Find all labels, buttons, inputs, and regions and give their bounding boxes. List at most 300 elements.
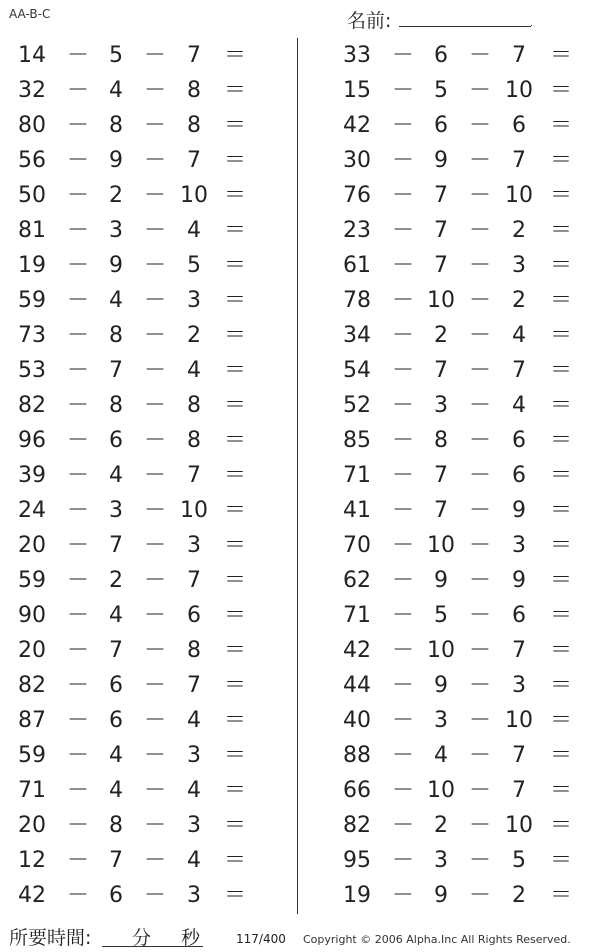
minus-sign: － — [143, 883, 166, 908]
minus-sign: － — [391, 743, 414, 768]
minus-sign: － — [468, 778, 491, 803]
subtrahend-2: 6 — [512, 113, 526, 138]
subtrahend-2: 2 — [512, 288, 526, 313]
minuend: 40 — [343, 708, 371, 733]
subtrahend-1: 2 — [109, 568, 123, 593]
minus-sign: － — [66, 778, 89, 803]
minus-sign: － — [66, 113, 89, 138]
subtrahend-2: 9 — [512, 568, 526, 593]
minus-sign: － — [391, 533, 414, 558]
minus-sign: － — [66, 813, 89, 838]
minuend: 54 — [343, 358, 371, 383]
subtrahend-2: 4 — [187, 778, 201, 803]
minuend: 61 — [343, 253, 371, 278]
page-number: 117/400 — [236, 932, 286, 946]
subtrahend-2: 2 — [512, 218, 526, 243]
right-problem-row — [0, 741, 600, 771]
minus-sign: － — [143, 498, 166, 523]
minus-sign: － — [143, 568, 166, 593]
equals-sign: ＝ — [549, 358, 572, 383]
subtrahend-1: 9 — [434, 148, 448, 173]
minuend: 87 — [18, 708, 46, 733]
equals-sign: ＝ — [223, 288, 246, 313]
equals-sign: ＝ — [223, 78, 246, 103]
subtrahend-1: 3 — [434, 848, 448, 873]
right-problem-row — [0, 286, 600, 316]
minus-sign: － — [468, 813, 491, 838]
minus-sign: － — [66, 323, 89, 348]
subtrahend-2: 7 — [512, 778, 526, 803]
minus-sign: － — [66, 288, 89, 313]
equals-sign: ＝ — [223, 148, 246, 173]
minus-sign: － — [66, 428, 89, 453]
minuend: 90 — [18, 603, 46, 628]
minus-sign: － — [468, 253, 491, 278]
minus-sign: － — [391, 498, 414, 523]
subtrahend-2: 9 — [512, 498, 526, 523]
subtrahend-1: 8 — [109, 393, 123, 418]
equals-sign: ＝ — [223, 323, 246, 348]
minus-sign: － — [66, 78, 89, 103]
minuend: 96 — [18, 428, 46, 453]
equals-sign: ＝ — [549, 393, 572, 418]
minuend: 39 — [18, 463, 46, 488]
minus-sign: － — [391, 603, 414, 628]
subtrahend-2: 3 — [512, 673, 526, 698]
equals-sign: ＝ — [549, 253, 572, 278]
right-problem-row — [0, 216, 600, 246]
subtrahend-2: 10 — [505, 813, 533, 838]
subtrahend-2: 10 — [505, 183, 533, 208]
subtrahend-2: 10 — [180, 498, 208, 523]
equals-sign: ＝ — [549, 778, 572, 803]
equals-sign: ＝ — [223, 463, 246, 488]
subtrahend-2: 7 — [187, 568, 201, 593]
minus-sign: － — [391, 253, 414, 278]
subtrahend-2: 8 — [187, 113, 201, 138]
minuend: 82 — [18, 393, 46, 418]
minus-sign: － — [391, 288, 414, 313]
minus-sign: － — [66, 638, 89, 663]
minuend: 50 — [18, 183, 46, 208]
right-problem-row — [0, 811, 600, 841]
minuend: 42 — [343, 638, 371, 663]
equals-sign: ＝ — [549, 533, 572, 558]
right-problem-row — [0, 496, 600, 526]
subtrahend-2: 4 — [187, 358, 201, 383]
minus-sign: － — [66, 218, 89, 243]
minus-sign: － — [468, 638, 491, 663]
minuend: 82 — [343, 813, 371, 838]
subtrahend-1: 2 — [109, 183, 123, 208]
equals-sign: ＝ — [223, 638, 246, 663]
subtrahend-1: 4 — [109, 743, 123, 768]
minuend: 23 — [343, 218, 371, 243]
equals-sign: ＝ — [549, 218, 572, 243]
minus-sign: － — [143, 113, 166, 138]
equals-sign: ＝ — [549, 568, 572, 593]
equals-sign: ＝ — [223, 358, 246, 383]
subtrahend-1: 7 — [434, 183, 448, 208]
subtrahend-1: 4 — [109, 288, 123, 313]
minutes-label: 分 — [132, 927, 152, 949]
subtrahend-1: 10 — [427, 778, 455, 803]
minus-sign: － — [391, 778, 414, 803]
minuend: 56 — [18, 148, 46, 173]
subtrahend-2: 3 — [512, 253, 526, 278]
right-problem-row — [0, 776, 600, 806]
equals-sign: ＝ — [223, 743, 246, 768]
minus-sign: － — [391, 883, 414, 908]
minuend: 82 — [18, 673, 46, 698]
subtrahend-2: 10 — [180, 183, 208, 208]
right-problem-row — [0, 41, 600, 71]
minus-sign: － — [143, 218, 166, 243]
subtrahend-1: 7 — [434, 463, 448, 488]
subtrahend-1: 4 — [434, 743, 448, 768]
equals-sign: ＝ — [223, 253, 246, 278]
subtrahend-1: 9 — [434, 883, 448, 908]
minus-sign: － — [391, 813, 414, 838]
subtrahend-2: 5 — [512, 848, 526, 873]
subtrahend-1: 7 — [109, 848, 123, 873]
subtrahend-2: 7 — [512, 638, 526, 663]
equals-sign: ＝ — [549, 463, 572, 488]
subtrahend-1: 2 — [434, 813, 448, 838]
subtrahend-1: 7 — [109, 358, 123, 383]
right-problem-row — [0, 146, 600, 176]
right-problem-row — [0, 76, 600, 106]
subtrahend-1: 3 — [434, 708, 448, 733]
subtrahend-2: 8 — [187, 428, 201, 453]
minus-sign: － — [143, 43, 166, 68]
minuend: 71 — [343, 463, 371, 488]
minus-sign: － — [66, 533, 89, 558]
equals-sign: ＝ — [549, 113, 572, 138]
right-problem-row — [0, 461, 600, 491]
minuend: 80 — [18, 113, 46, 138]
subtrahend-2: 3 — [512, 533, 526, 558]
minuend: 66 — [343, 778, 371, 803]
subtrahend-2: 8 — [187, 393, 201, 418]
subtrahend-2: 3 — [187, 533, 201, 558]
subtrahend-2: 6 — [512, 428, 526, 453]
minus-sign: － — [66, 148, 89, 173]
minus-sign: － — [468, 358, 491, 383]
minus-sign: － — [468, 148, 491, 173]
subtrahend-1: 6 — [434, 113, 448, 138]
equals-sign: ＝ — [223, 568, 246, 593]
minus-sign: － — [66, 183, 89, 208]
minuend: 44 — [343, 673, 371, 698]
subtrahend-1: 8 — [109, 323, 123, 348]
subtrahend-2: 4 — [187, 218, 201, 243]
minus-sign: － — [468, 533, 491, 558]
minus-sign: － — [66, 708, 89, 733]
minus-sign: － — [143, 743, 166, 768]
name-line-dot: . — [530, 19, 533, 29]
minuend: 19 — [343, 883, 371, 908]
minus-sign: － — [66, 568, 89, 593]
minus-sign: － — [66, 743, 89, 768]
minuend: 33 — [343, 43, 371, 68]
minus-sign: － — [391, 43, 414, 68]
minuend: 24 — [18, 498, 46, 523]
subtrahend-2: 7 — [512, 43, 526, 68]
equals-sign: ＝ — [549, 288, 572, 313]
right-problem-row — [0, 181, 600, 211]
minuend: 70 — [343, 533, 371, 558]
minus-sign: － — [468, 743, 491, 768]
minus-sign: － — [66, 673, 89, 698]
subtrahend-2: 3 — [187, 743, 201, 768]
right-problem-row — [0, 426, 600, 456]
equals-sign: ＝ — [549, 498, 572, 523]
subtrahend-1: 9 — [109, 148, 123, 173]
subtrahend-1: 4 — [109, 603, 123, 628]
subtrahend-1: 8 — [109, 113, 123, 138]
minus-sign: － — [468, 463, 491, 488]
subtrahend-1: 3 — [109, 498, 123, 523]
subtrahend-1: 8 — [109, 813, 123, 838]
subtrahend-1: 3 — [109, 218, 123, 243]
subtrahend-1: 6 — [109, 673, 123, 698]
minus-sign: － — [468, 393, 491, 418]
minus-sign: － — [468, 323, 491, 348]
subtrahend-1: 7 — [434, 218, 448, 243]
equals-sign: ＝ — [549, 708, 572, 733]
minus-sign: － — [66, 463, 89, 488]
equals-sign: ＝ — [223, 498, 246, 523]
subtrahend-1: 9 — [434, 673, 448, 698]
subtrahend-1: 7 — [109, 638, 123, 663]
minus-sign: － — [468, 883, 491, 908]
right-problem-row — [0, 671, 600, 701]
right-problem-row — [0, 601, 600, 631]
minus-sign: － — [391, 848, 414, 873]
right-problem-row — [0, 531, 600, 561]
subtrahend-2: 7 — [187, 43, 201, 68]
subtrahend-2: 6 — [187, 603, 201, 628]
footer — [0, 920, 600, 952]
subtrahend-1: 7 — [109, 533, 123, 558]
equals-sign: ＝ — [223, 603, 246, 628]
name-field[interactable] — [399, 26, 531, 27]
minus-sign: － — [66, 358, 89, 383]
copyright: Copyright © 2006 Alpha.Inc All Rights Reserved. — [303, 933, 571, 946]
minuend: 42 — [18, 883, 46, 908]
minus-sign: － — [391, 358, 414, 383]
right-problem-row — [0, 566, 600, 596]
minus-sign: － — [143, 148, 166, 173]
minus-sign: － — [468, 113, 491, 138]
minus-sign: － — [391, 568, 414, 593]
equals-sign: ＝ — [549, 883, 572, 908]
right-problem-row — [0, 111, 600, 141]
subtrahend-2: 7 — [512, 148, 526, 173]
minus-sign: － — [468, 848, 491, 873]
equals-sign: ＝ — [549, 78, 572, 103]
minus-sign: － — [468, 288, 491, 313]
equals-sign: ＝ — [549, 148, 572, 173]
subtrahend-2: 6 — [512, 463, 526, 488]
equals-sign: ＝ — [549, 673, 572, 698]
minus-sign: － — [66, 393, 89, 418]
minus-sign: － — [391, 428, 414, 453]
minus-sign: － — [143, 78, 166, 103]
equals-sign: ＝ — [223, 43, 246, 68]
subtrahend-1: 9 — [109, 253, 123, 278]
minuend: 20 — [18, 813, 46, 838]
minus-sign: － — [143, 288, 166, 313]
minus-sign: － — [391, 218, 414, 243]
subtrahend-1: 3 — [434, 393, 448, 418]
minus-sign: － — [143, 183, 166, 208]
equals-sign: ＝ — [223, 218, 246, 243]
subtrahend-1: 4 — [109, 778, 123, 803]
minus-sign: － — [391, 708, 414, 733]
minuend: 14 — [18, 43, 46, 68]
subtrahend-2: 4 — [187, 708, 201, 733]
minuend: 15 — [343, 78, 371, 103]
right-problem-row — [0, 356, 600, 386]
equals-sign: ＝ — [223, 778, 246, 803]
minuend: 76 — [343, 183, 371, 208]
time-label: 所要時間: — [9, 927, 92, 949]
subtrahend-1: 6 — [109, 428, 123, 453]
subtrahend-2: 2 — [187, 323, 201, 348]
subtrahend-2: 4 — [187, 848, 201, 873]
subtrahend-1: 4 — [109, 78, 123, 103]
equals-sign: ＝ — [223, 673, 246, 698]
equals-sign: ＝ — [549, 813, 572, 838]
minus-sign: － — [391, 148, 414, 173]
minus-sign: － — [391, 393, 414, 418]
minuend: 95 — [343, 848, 371, 873]
equals-sign: ＝ — [549, 183, 572, 208]
minus-sign: － — [66, 883, 89, 908]
subtrahend-2: 3 — [187, 288, 201, 313]
minus-sign: － — [66, 43, 89, 68]
minuend: 85 — [343, 428, 371, 453]
minuend: 52 — [343, 393, 371, 418]
subtrahend-2: 7 — [512, 358, 526, 383]
equals-sign: ＝ — [223, 708, 246, 733]
minuend: 73 — [18, 323, 46, 348]
subtrahend-2: 10 — [505, 708, 533, 733]
minus-sign: － — [143, 533, 166, 558]
subtrahend-2: 10 — [505, 78, 533, 103]
subtrahend-1: 5 — [109, 43, 123, 68]
right-problem-row — [0, 391, 600, 421]
equals-sign: ＝ — [223, 883, 246, 908]
equals-sign: ＝ — [549, 323, 572, 348]
minus-sign: － — [143, 603, 166, 628]
minus-sign: － — [143, 428, 166, 453]
seconds-label: 秒 — [181, 927, 201, 949]
equals-sign: ＝ — [223, 113, 246, 138]
minuend: 71 — [18, 778, 46, 803]
subtrahend-1: 7 — [434, 358, 448, 383]
minus-sign: － — [66, 603, 89, 628]
minus-sign: － — [391, 673, 414, 698]
minuend: 62 — [343, 568, 371, 593]
minus-sign: － — [143, 463, 166, 488]
worksheet-code: AA-B-C — [9, 7, 51, 21]
minuend: 20 — [18, 533, 46, 558]
minus-sign: － — [143, 393, 166, 418]
minuend: 32 — [18, 78, 46, 103]
minuend: 41 — [343, 498, 371, 523]
minus-sign: － — [468, 428, 491, 453]
minus-sign: － — [143, 848, 166, 873]
minus-sign: － — [143, 813, 166, 838]
subtrahend-2: 3 — [187, 883, 201, 908]
equals-sign: ＝ — [549, 428, 572, 453]
minus-sign: － — [468, 603, 491, 628]
subtrahend-1: 10 — [427, 288, 455, 313]
subtrahend-1: 8 — [434, 428, 448, 453]
subtrahend-2: 8 — [187, 78, 201, 103]
subtrahend-1: 5 — [434, 603, 448, 628]
right-problem-row — [0, 706, 600, 736]
minus-sign: － — [391, 183, 414, 208]
subtrahend-2: 7 — [187, 463, 201, 488]
subtrahend-1: 7 — [434, 253, 448, 278]
subtrahend-1: 10 — [427, 533, 455, 558]
minuend: 12 — [18, 848, 46, 873]
minuend: 20 — [18, 638, 46, 663]
subtrahend-1: 9 — [434, 568, 448, 593]
minus-sign: － — [143, 358, 166, 383]
minus-sign: － — [468, 183, 491, 208]
subtrahend-2: 3 — [187, 813, 201, 838]
minuend: 53 — [18, 358, 46, 383]
subtrahend-1: 6 — [109, 708, 123, 733]
subtrahend-2: 4 — [512, 393, 526, 418]
name-label: 名前: — [347, 10, 392, 32]
minus-sign: － — [143, 638, 166, 663]
name-area — [347, 6, 587, 30]
minus-sign: － — [468, 568, 491, 593]
subtrahend-1: 10 — [427, 638, 455, 663]
minus-sign: － — [143, 708, 166, 733]
subtrahend-1: 7 — [434, 498, 448, 523]
minus-sign: － — [66, 848, 89, 873]
minuend: 19 — [18, 253, 46, 278]
equals-sign: ＝ — [223, 428, 246, 453]
minus-sign: － — [391, 463, 414, 488]
equals-sign: ＝ — [549, 638, 572, 663]
minuend: 42 — [343, 113, 371, 138]
minus-sign: － — [391, 323, 414, 348]
subtrahend-2: 7 — [187, 148, 201, 173]
subtrahend-2: 8 — [187, 638, 201, 663]
subtrahend-1: 5 — [434, 78, 448, 103]
subtrahend-2: 2 — [512, 883, 526, 908]
minuend: 59 — [18, 743, 46, 768]
right-problem-row — [0, 321, 600, 351]
equals-sign: ＝ — [223, 393, 246, 418]
minus-sign: － — [468, 43, 491, 68]
minus-sign: － — [468, 498, 491, 523]
equals-sign: ＝ — [549, 603, 572, 628]
minus-sign: － — [66, 253, 89, 278]
equals-sign: ＝ — [223, 813, 246, 838]
subtrahend-1: 2 — [434, 323, 448, 348]
subtrahend-2: 7 — [187, 673, 201, 698]
subtrahend-1: 4 — [109, 463, 123, 488]
